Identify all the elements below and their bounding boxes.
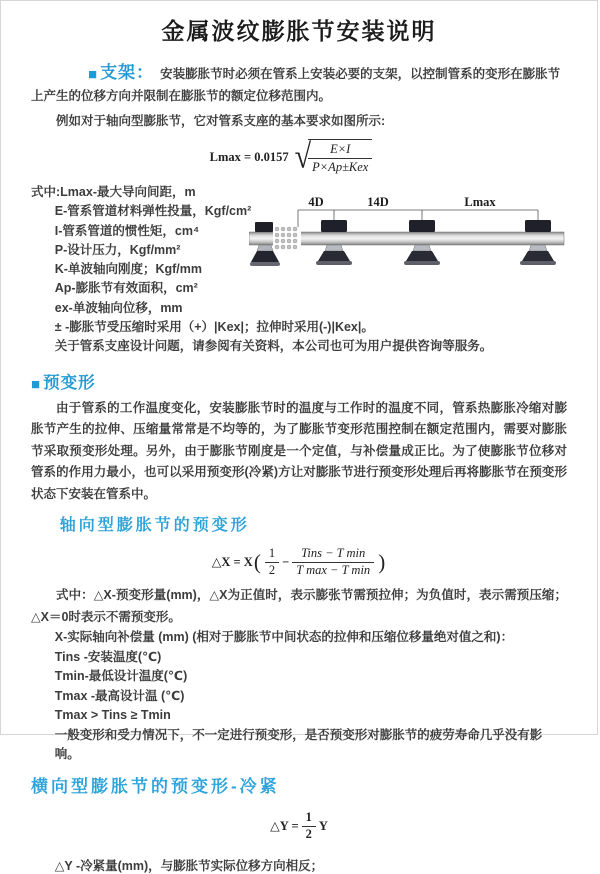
support-section-intro: [31, 62, 567, 107]
lateral-subheading: 横向型膨胀节的预变形-冷紧: [31, 776, 280, 796]
definition-line: E-管系管道材料弹性投量，Kgf/cm²: [54, 204, 252, 219]
fraction-denominator: 2: [268, 562, 276, 577]
pipe-support-diagram: [249, 191, 594, 289]
axial-definition-line: Tmax > Tins ≥ Tmin: [54, 708, 171, 723]
fraction-denominator: 2: [305, 826, 312, 841]
left-paren: (: [253, 549, 261, 574]
axial-definition-line: Tmin-最低设计温度(℃): [54, 669, 188, 684]
lateral-formula-rhs: Y: [318, 818, 328, 833]
axial-formula-lhs: △X = X: [211, 555, 253, 570]
lateral-formula: [31, 810, 567, 842]
temperature-fraction: [292, 546, 374, 578]
service-note-line: 关于管系支座设计问题，请参阅有关资料，本公司也可为用户提供咨询等服务。: [54, 339, 493, 354]
dim-label-14d: 14D: [367, 195, 389, 209]
fraction-numerator: 1: [302, 810, 316, 827]
radical-expression: [295, 139, 373, 175]
definition-line: K-单波轴向刚度；Kgf/mm: [54, 262, 202, 277]
formula-numerator: E×I: [308, 141, 372, 158]
axial-formula-explanation: 式中：△X-预变形量(mm)，△X为正值时，表示膨张节需预拉伸；为负值时，表示需预压缩；△X＝0时表示不需预变形。: [31, 588, 567, 624]
axial-subheading: 轴向型膨胀节的预变形: [59, 517, 250, 535]
definition-line: Ap-膨胀节有效面积，cm²: [54, 281, 198, 296]
axial-definition-line: X-实际轴向补偿量 (mm) (相对于膨胀节中间状态的拉伸和压缩位移量绝对值之和)：: [54, 630, 514, 645]
dim-label-lmax: Lmax: [464, 195, 496, 209]
fraction-numerator: 1: [265, 546, 279, 563]
formula-denominator: P×Ap±Kex: [312, 159, 369, 174]
support-intro-text: 安装膨胀节时必须在管系上安装必要的支架，以控制管系的变形在膨胀节上产生的位移方向并限制在膨胀节的额定位移范围内。: [31, 67, 561, 103]
half-fraction: [302, 810, 316, 842]
fraction-denominator: T max − T min: [296, 562, 371, 577]
definition-line: P-设计压力，Kgf/mm²: [54, 242, 181, 257]
lateral-note-line: △Y -冷紧量(mm)，与膨胀节实际位移方向相反；: [54, 859, 324, 874]
formula-lhs: Lmax = 0.0157: [209, 149, 289, 164]
half-fraction: [265, 546, 279, 578]
axial-formula: [31, 546, 567, 578]
axial-note-line: 一般变形和受力情况下，不一定进行预变形，是否预变形对膨胀节的疲劳寿命几乎没有影响。: [54, 727, 543, 762]
predeform-section-heading: [31, 369, 567, 393]
section-marker-icon: ■: [88, 66, 98, 83]
axial-definition-list: [31, 628, 567, 765]
axial-definition-line: Tmax -最高设计温 (℃): [54, 688, 185, 703]
bellows-icon: [273, 227, 301, 250]
definition-line-pm: ± -膨胀节受压缩时采用（+）|Kex|；拉伸时采用(-)|Kex|。: [54, 320, 374, 335]
where-intro-line: 式中:Lmax-最大导向间距，m: [31, 185, 196, 199]
radical-sign-icon: √: [294, 137, 312, 176]
axial-definition-line: Tins -安装温度(℃): [54, 649, 162, 664]
page-title: 金属波纹膨胀节安装说明: [161, 18, 437, 44]
support-section-heading: 支架：: [100, 63, 155, 82]
lateral-formula-lhs: △Y =: [270, 819, 299, 834]
lmax-formula: [23, 138, 559, 176]
definition-line: ex-单波轴向位移，mm: [54, 300, 183, 315]
minus-sign: −: [282, 554, 290, 569]
definition-line: I-管系管道的惯性矩，cm⁴: [54, 223, 200, 238]
predeform-paragraph: 由于管系的工作温度变化，安装膨胀节时的温度与工作时的温度不同，管系热膨胀冷缩对膨胀节产生的拉伸、压缩量常常是不均等的，为了膨胀节变形范围控制在额定范围内，需要对膨胀节采取预变形处理。另外，由于膨胀节刚度是一个定值，与补偿量成正比。为了使膨胀节位移对管系的作用力最小，也可以采用预变形(冷紧)方让对膨胀节进行预变形处理后再将膨胀节在预变形状态下安装在管系中。: [31, 400, 567, 501]
right-paren: ): [378, 549, 386, 574]
predeform-heading-text: 预变形: [43, 373, 96, 392]
section-marker-icon: ■: [31, 375, 41, 393]
fraction-numerator: Tins − T min: [292, 546, 374, 563]
dim-label-4d: 4D: [308, 195, 324, 209]
support-example-line: 例如对于轴向型膨胀节，它对管系支座的基本要求如图所示:: [56, 114, 386, 128]
